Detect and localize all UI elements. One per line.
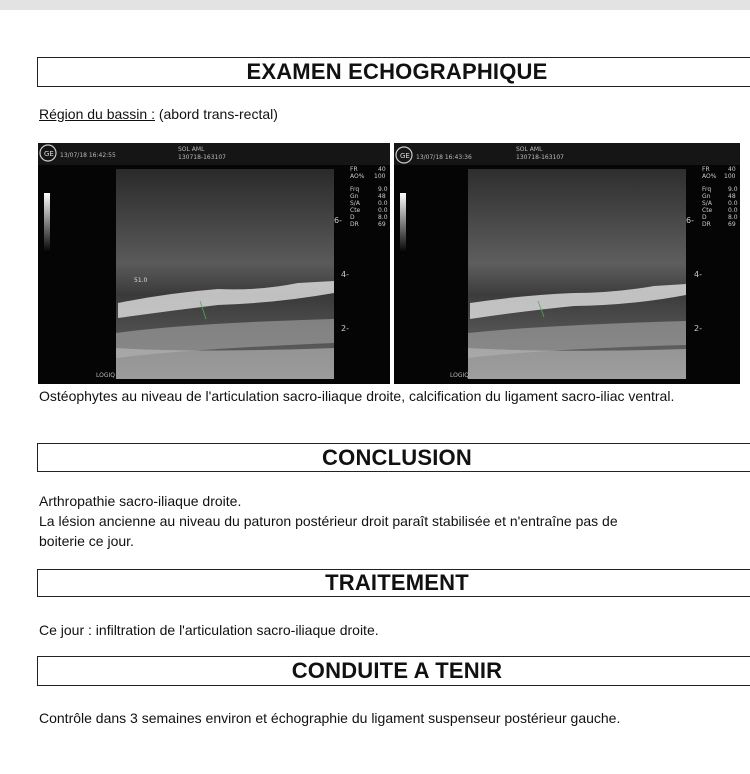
conclusion-section-title: CONCLUSION <box>37 443 750 472</box>
us1-id: 130718-163107 <box>178 154 226 161</box>
conclusion-line-2: La lésion ancienne au niveau du paturon postérieur droit paraît stabilisée et n'entraîne pas de <box>39 513 618 529</box>
svg-text:9.0: 9.0 <box>378 186 388 193</box>
us2-footer: LOGIQ <box>450 372 469 379</box>
svg-text:8.0: 8.0 <box>728 214 738 221</box>
us1-patient: SOL AML <box>178 146 205 153</box>
svg-text:69: 69 <box>378 221 386 228</box>
svg-text:100: 100 <box>374 173 386 180</box>
ultrasound-image-1 <box>38 143 390 384</box>
conclusion-text <box>39 491 618 551</box>
us2-datetime: 13/07/18 16:43:36 <box>416 154 472 161</box>
svg-text:GE: GE <box>44 150 54 158</box>
top-bar <box>0 0 750 10</box>
ultrasound-image-2 <box>394 143 740 384</box>
us1-depth-2: 2- <box>341 324 349 333</box>
svg-text:D: D <box>350 214 355 221</box>
svg-text:9.0: 9.0 <box>728 186 738 193</box>
region-label: Région du bassin : <box>39 106 155 122</box>
svg-text:AO%: AO% <box>350 173 365 180</box>
svg-text:S/A: S/A <box>350 200 360 207</box>
svg-text:40: 40 <box>378 166 386 173</box>
svg-text:Frq: Frq <box>350 186 360 193</box>
us1-measure: 51.0 <box>134 277 148 284</box>
svg-text:8.0: 8.0 <box>378 214 388 221</box>
svg-text:0.0: 0.0 <box>378 200 388 207</box>
svg-text:FR: FR <box>702 166 710 173</box>
svg-text:Gn: Gn <box>702 193 711 200</box>
region-line <box>39 106 278 122</box>
svg-text:48: 48 <box>728 193 736 200</box>
us2-id: 130718-163107 <box>516 154 564 161</box>
us2-depth-2: 2- <box>694 324 702 333</box>
svg-text:FR: FR <box>350 166 358 173</box>
svg-text:GE: GE <box>400 152 410 160</box>
us1-datetime: 13/07/18 16:42:55 <box>60 152 116 159</box>
us1-footer: LOGIQ <box>96 372 115 379</box>
svg-text:69: 69 <box>728 221 736 228</box>
examen-section-title: EXAMEN ECHOGRAPHIQUE <box>37 57 750 87</box>
svg-text:Cte: Cte <box>702 207 713 214</box>
svg-text:0.0: 0.0 <box>728 207 738 214</box>
svg-text:DR: DR <box>702 221 711 228</box>
us2-patient: SOL AML <box>516 146 543 153</box>
svg-text:48: 48 <box>378 193 386 200</box>
us1-depth-4: 4- <box>341 270 349 279</box>
conclusion-line-1: Arthropathie sacro-iliaque droite. <box>39 493 242 509</box>
us2-depth-4: 4- <box>694 270 702 279</box>
traitement-section-title: TRAITEMENT <box>37 569 750 597</box>
svg-text:40: 40 <box>728 166 736 173</box>
svg-text:D: D <box>702 214 707 221</box>
svg-text:DR: DR <box>350 221 359 228</box>
svg-text:AO%: AO% <box>702 173 717 180</box>
svg-text:S/A: S/A <box>702 200 712 207</box>
svg-text:100: 100 <box>724 173 736 180</box>
us1-depth-6: 6- <box>334 216 342 225</box>
us2-depth-6: 6- <box>686 216 694 225</box>
region-detail: (abord trans-rectal) <box>158 106 278 122</box>
image-caption: Ostéophytes au niveau de l'articulation sacro-iliaque droite, calcification du ligament sacro-iliac ventral. <box>39 388 675 404</box>
conclusion-line-3: boiterie ce jour. <box>39 533 134 549</box>
svg-text:Gn: Gn <box>350 193 359 200</box>
svg-text:Cte: Cte <box>350 207 361 214</box>
svg-text:0.0: 0.0 <box>728 200 738 207</box>
conduite-section-title: CONDUITE A TENIR <box>37 656 750 686</box>
svg-text:0.0: 0.0 <box>378 207 388 214</box>
conduite-text: Contrôle dans 3 semaines environ et échographie du ligament suspenseur postérieur gauche. <box>39 710 621 726</box>
traitement-text: Ce jour : infiltration de l'articulation sacro-iliaque droite. <box>39 622 379 638</box>
svg-text:Frq: Frq <box>702 186 712 193</box>
